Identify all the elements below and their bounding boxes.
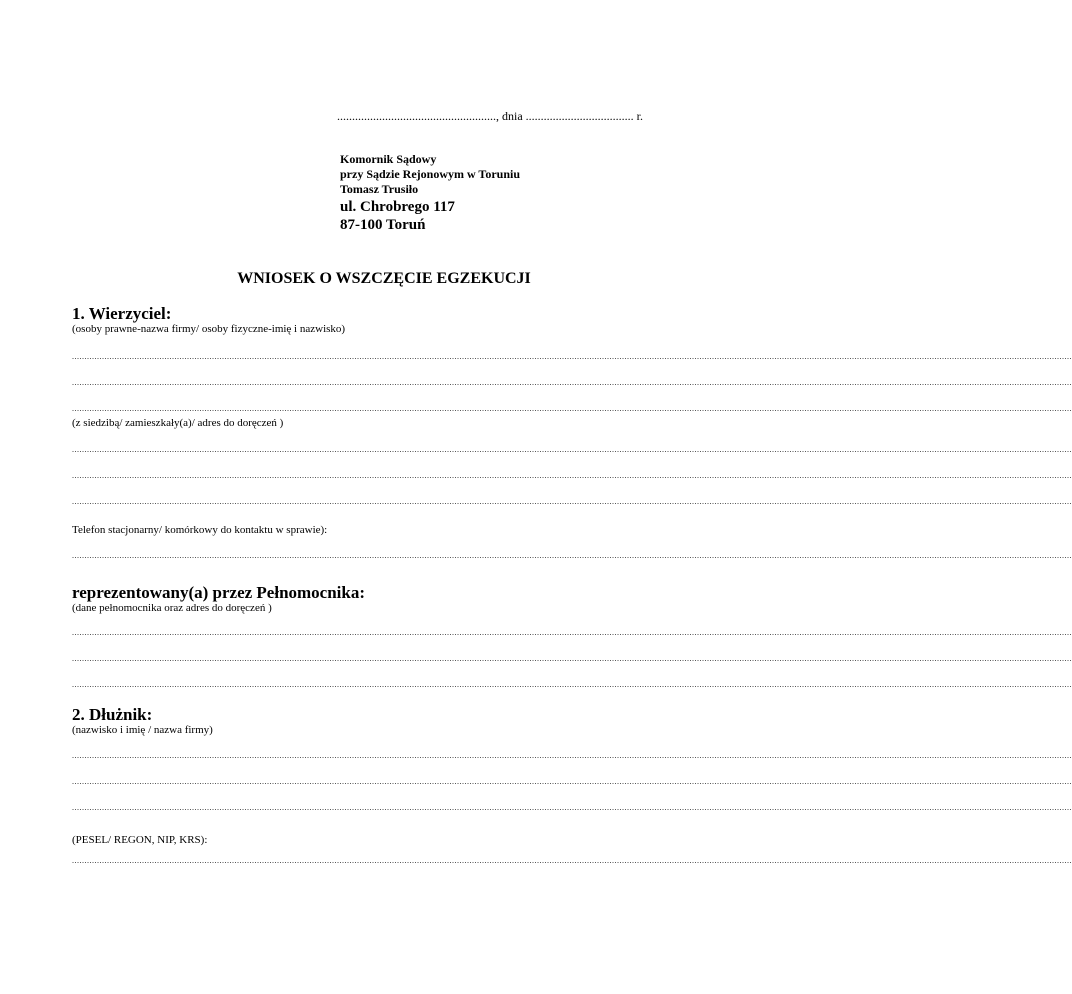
debtor-ids-label: (PESEL/ REGON, NIP, KRS): [72, 834, 208, 846]
creditor-address-line-2[interactable]: ................................................................................................................................................................................................................................................................................................................................................................................................................ [72, 471, 1072, 480]
debtor-name-line-1[interactable]: ................................................................................................................................................................................................................................................................................................................................................................................................................ [72, 751, 1072, 760]
creditor-name-line-2[interactable]: ................................................................................................................................................................................................................................................................................................................................................................................................................ [72, 378, 1072, 387]
bailiff-street: ul. Chrobrego 117 [340, 199, 455, 215]
creditor-name-line-1[interactable]: ................................................................................................................................................................................................................................................................................................................................................................................................................ [72, 352, 1072, 361]
debtor-ids-line[interactable]: ................................................................................................................................................................................................................................................................................................................................................................................................................ [72, 856, 1072, 865]
creditor-heading: 1. Wierzyciel: [72, 304, 172, 323]
representative-hint: (dane pełnomocnika oraz adres do doręczeń ) [72, 602, 272, 614]
bailiff-title: Komornik Sądowy [340, 152, 437, 166]
bailiff-court: przy Sądzie Rejonowym w Toruniu [340, 167, 521, 181]
representative-line-1[interactable]: ................................................................................................................................................................................................................................................................................................................................................................................................................ [72, 628, 1072, 637]
debtor-hint: (nazwisko i imię / nazwa firmy) [72, 724, 213, 736]
creditor-phone-label: Telefon stacjonarny/ komórkowy do kontaktu w sprawie): [72, 524, 328, 536]
debtor-name-line-3[interactable]: ................................................................................................................................................................................................................................................................................................................................................................................................................ [72, 803, 1072, 812]
creditor-name-line-3[interactable]: ................................................................................................................................................................................................................................................................................................................................................................................................................ [72, 404, 1072, 413]
creditor-address-line-1[interactable]: ................................................................................................................................................................................................................................................................................................................................................................................................................ [72, 445, 1072, 454]
document-title: WNIOSEK O WSZCZĘCIE EGZEKUCJI [237, 270, 531, 287]
bailiff-name: Tomasz Trusiło [340, 182, 419, 196]
representative-heading: reprezentowany(a) przez Pełnomocnika: [72, 583, 366, 602]
debtor-heading: 2. Dłużnik: [72, 705, 153, 724]
bailiff-city: 87-100 Toruń [340, 217, 426, 233]
representative-line-3[interactable]: ................................................................................................................................................................................................................................................................................................................................................................................................................ [72, 680, 1072, 689]
creditor-address-line-3[interactable]: ................................................................................................................................................................................................................................................................................................................................................................................................................ [72, 497, 1072, 506]
place-date-line[interactable]: ....................................................., dnia .................................... r. [337, 109, 643, 123]
debtor-name-line-2[interactable]: ................................................................................................................................................................................................................................................................................................................................................................................................................ [72, 777, 1072, 786]
representative-line-2[interactable]: ................................................................................................................................................................................................................................................................................................................................................................................................................ [72, 654, 1072, 663]
creditor-hint: (osoby prawne-nazwa firmy/ osoby fizyczne-imię i nazwisko) [72, 323, 346, 335]
creditor-address-hint: (z siedzibą/ zamieszkały(a)/ adres do doręczeń ) [72, 417, 284, 429]
creditor-phone-line[interactable]: ................................................................................................................................................................................................................................................................................................................................................................................................................ [72, 551, 1072, 560]
